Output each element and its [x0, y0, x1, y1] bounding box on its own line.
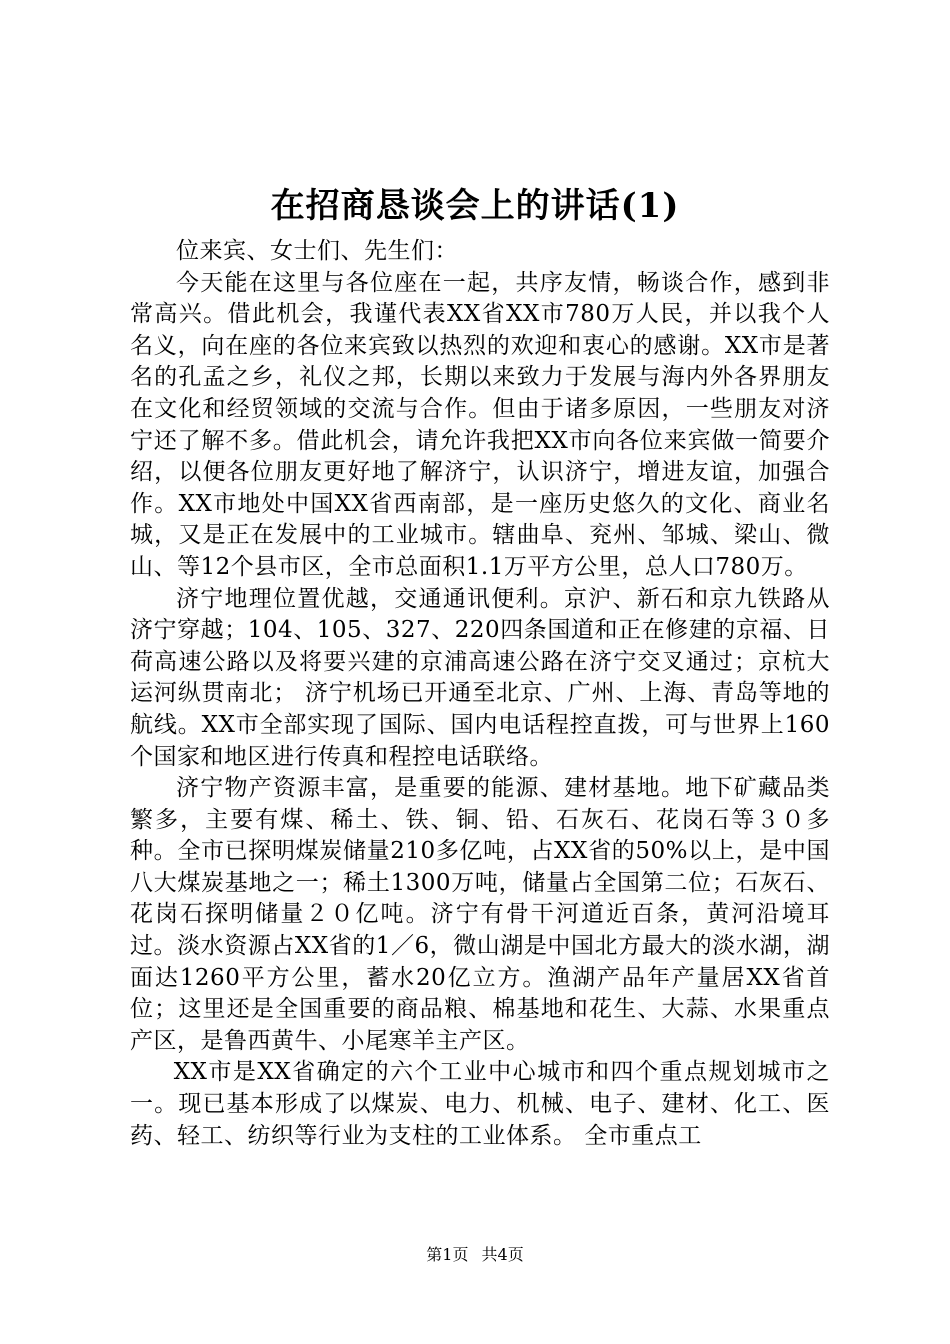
paragraph: XX市是XX省确定的六个工业中心城市和四个重点规划城市之一。现已基本形成了以煤炭、电力、机械、电子、建材、化工、医药、轻工、纺织等行业为支柱的工业体系。 全市重点工: [130, 1059, 830, 1149]
paragraph: 济宁地理位置优越，交通通讯便利。京沪、新石和京九铁路从济宁穿越；104、105、327、220四条国道和正在修建的京福、日荷高速公路以及将要兴建的京浦高速公路在济宁交叉通过；京杭大运河纵贯南北； 济宁机场已开通至北京、广州、上海、青岛等地的航线。XX市全部实现了国际、国内电话程控直拨，可与世界上160个国家和地区进行传真和程控电话联络。: [130, 585, 830, 770]
paragraph: 今天能在这里与各位座在一起，共序友情，畅谈合作，感到非常高兴。借此机会，我谨代表XX省XX市780万人民，并以我个人名义，向在座的各位来宾致以热烈的欢迎和衷心的感谢。XX市是著名的孔孟之乡，礼仪之邦，长期以来致力于发展与海内外各界朋友在文化和经贸领域的交流与合作。但由于诸多原因，一些朋友对济宁还了解不多。借此机会，请允许我把XX市向各位来宾做一简要介绍，以便各位朋友更好地了解济宁，认识济宁，增进友谊，加强合作。XX市地处中国XX省西南部，是一座历史悠久的文化、商业名城，又是正在发展中的工业城市。辖曲阜、兖州、邹城、梁山、微山、等12个县市区，全市总面积1.1万平方公里，总人口780万。: [130, 269, 830, 580]
document-body: [130, 236, 830, 1152]
document-title: 在招商恳谈会上的讲话(1): [270, 186, 680, 226]
page-footer: [0, 1245, 950, 1265]
page-number-current: 第1页: [426, 1245, 469, 1264]
paragraph: 济宁物产资源丰富，是重要的能源、建材基地。地下矿藏品类繁多，主要有煤、稀土、铁、铜、铅、石灰石、花岗石等３０多种。全市已探明煤炭储量210多亿吨，占XX省的50%以上，是中国八大煤炭基地之一；稀土1300万吨，储量占全国第二位；石灰石、花岗石探明储量２０亿吨。济宁有骨干河道近百条，黄河沿境耳过。淡水资源占XX省的1／6，微山湖是中国北方最大的淡水湖，湖面达1260平方公里，蓄水20亿立方。渔湖产品年产量居XX省首位；这里还是全国重要的商品粮、棉基地和花生、大蒜、水果重点产区，是鲁西黄牛、小尾寒羊主产区。: [130, 775, 830, 1054]
salutation: 位来宾、女士们、先生们：: [176, 238, 458, 264]
page-number-total: 共4页: [481, 1245, 524, 1264]
